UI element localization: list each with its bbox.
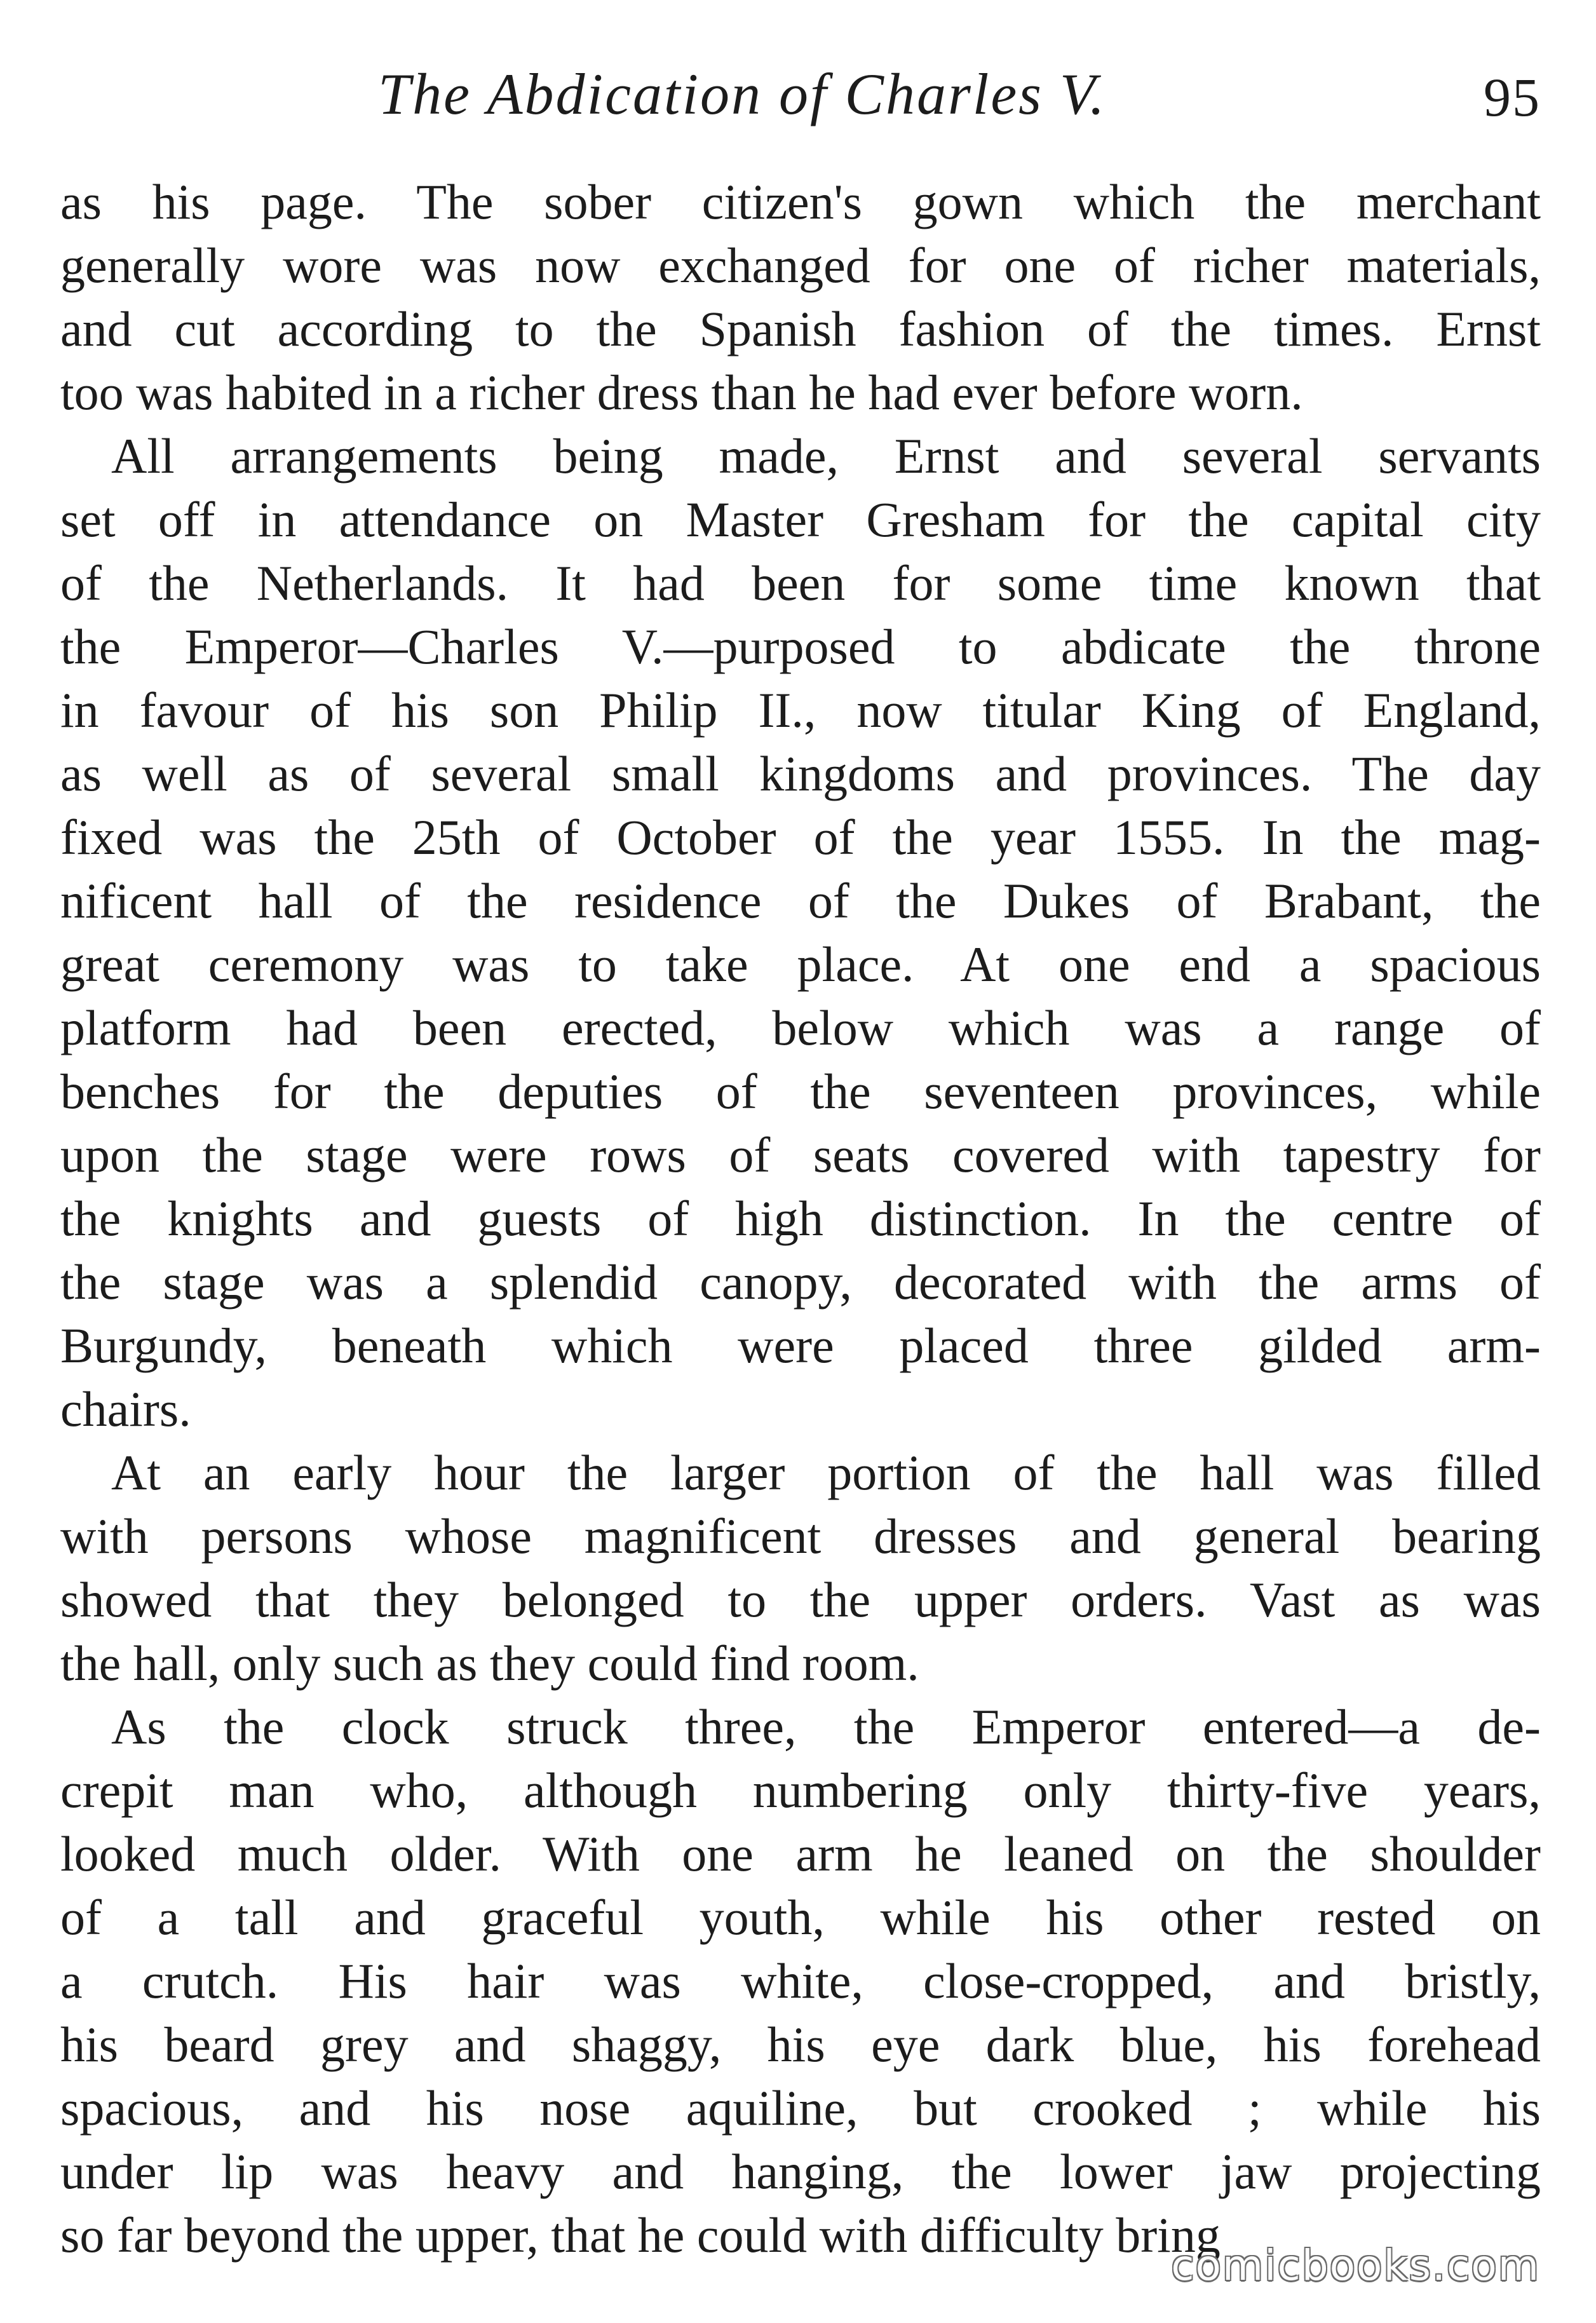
page-number: 95 (1484, 67, 1541, 128)
text-line: too was habited in a richer dress than he had ever before worn. (60, 365, 1303, 420)
text-line: so far beyond the upper, that he could with difficulty bring (60, 2207, 1221, 2263)
text-line: a crutch. His hair was white, close-cropped, and bristly, (60, 1953, 1541, 2008)
text-line: the stage was a splendid canopy, decorated with the arms of (60, 1254, 1541, 1310)
text-line: the Emperor—Charles V.—purposed to abdicate the throne (60, 619, 1541, 674)
text-line: At an early hour the larger portion of the hall was filled (111, 1445, 1541, 1500)
text-line: as his page. The sober citizen's gown which the merchant (60, 174, 1541, 229)
text-line: as well as of several small kingdoms and provinces. The day (60, 746, 1541, 801)
text-line: with persons whose magnificent dresses and general bearing (60, 1508, 1541, 1564)
text-line: great ceremony was to take place. At one end a spacious (60, 937, 1541, 992)
running-title: The Abdication of Charles V. (378, 62, 1107, 126)
text-line: showed that they belonged to the upper orders. Vast as was (60, 1572, 1541, 1627)
text-line: fixed was the 25th of October of the year 1555. In the mag- (60, 809, 1541, 865)
text-line: the knights and guests of high distinction. In the centre of (60, 1191, 1541, 1246)
text-line: spacious, and his nose aquiline, but crooked ; while his (60, 2080, 1541, 2136)
page-header (60, 60, 1541, 149)
paragraph (60, 424, 1541, 1441)
text-line: of the Netherlands. It had been for some time known that (60, 555, 1541, 611)
text-line: in favour of his son Philip II., now titular King of England, (60, 682, 1541, 738)
text-line: the hall, only such as they could find room. (60, 1636, 919, 1691)
paragraph (60, 1695, 1541, 2267)
text-line: looked much older. With one arm he leaned on the shoulder (60, 1826, 1541, 1881)
text-line: generally wore was now exchanged for one of richer materials, (60, 238, 1541, 293)
text-line: benches for the deputies of the seventeen provinces, while (60, 1064, 1541, 1119)
text-line: platform had been erected, below which was a range of (60, 1000, 1541, 1055)
text-line: of a tall and graceful youth, while his other rested on (60, 1890, 1541, 1945)
text-line: chairs. (60, 1381, 191, 1437)
text-line: Burgundy, beneath which were placed three gilded arm- (60, 1318, 1541, 1373)
body-text (60, 170, 1541, 2267)
watermark: comicbooks.com (1171, 2241, 1540, 2290)
paragraph (60, 1441, 1541, 1695)
text-line: and cut according to the Spanish fashion of the times. Ernst (60, 301, 1541, 356)
text-line: set off in attendance on Master Gresham for the capital city (60, 492, 1541, 547)
text-line: As the clock struck three, the Emperor entered—a de- (111, 1699, 1541, 1754)
text-line: under lip was heavy and hanging, the lower jaw projecting (60, 2144, 1541, 2199)
text-line: crepit man who, although numbering only thirty-five years, (60, 1763, 1541, 1818)
text-line: upon the stage were rows of seats covered with tapestry for (60, 1127, 1541, 1182)
text-line: All arrangements being made, Ernst and several servants (111, 428, 1541, 484)
text-line: his beard grey and shaggy, his eye dark blue, his forehead (60, 2017, 1541, 2072)
text-line: nificent hall of the residence of the Dukes of Brabant, the (60, 873, 1541, 928)
paragraph (60, 170, 1541, 424)
